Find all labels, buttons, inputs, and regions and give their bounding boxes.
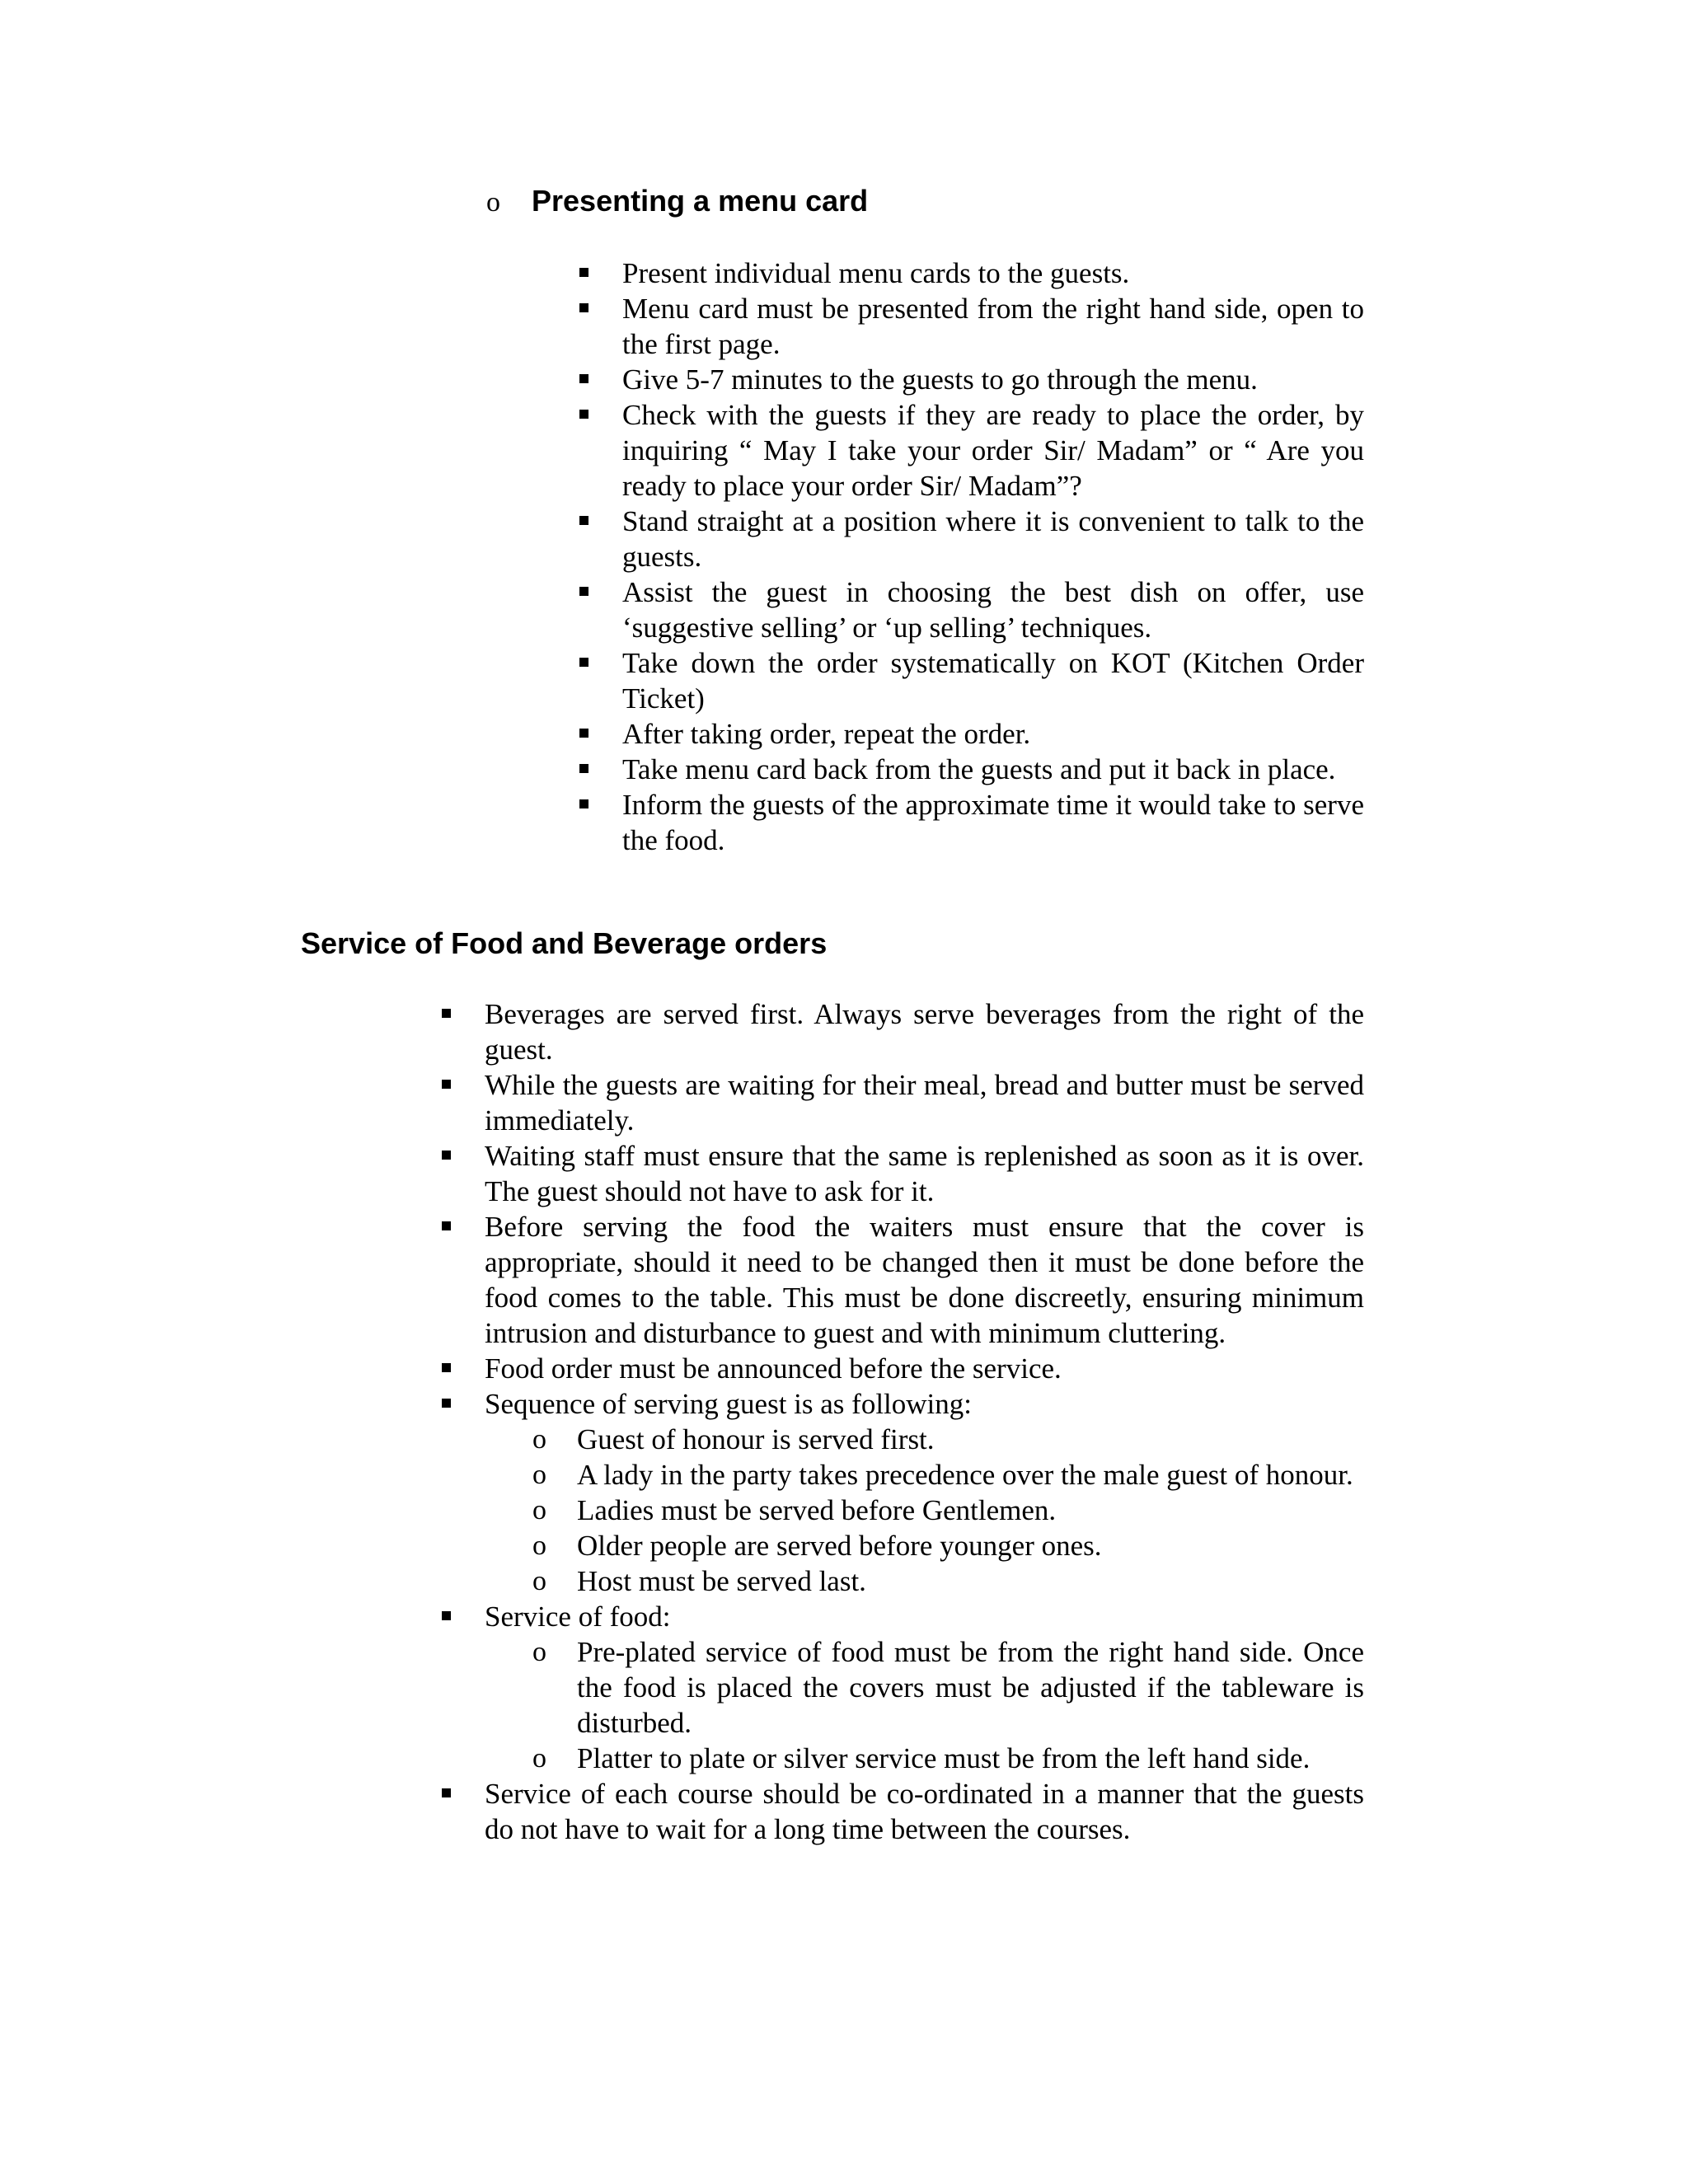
- square-bullet-icon: [579, 303, 588, 312]
- list-item-text: Service of each course should be co-ordinated in a manner that the guests do not have to wait for a long time between the courses.: [485, 1778, 1364, 1845]
- sub-list-item: [485, 1493, 1364, 1528]
- square-bullet-icon: [579, 764, 588, 773]
- section-heading-presenting-menu-card: Presenting a menu card: [532, 184, 869, 218]
- list-item: [622, 645, 1364, 716]
- sub-list-item: [485, 1634, 1364, 1741]
- list-item-text: Take menu card back from the guests and put it back in place.: [622, 753, 1336, 785]
- square-bullet-icon: [579, 799, 588, 808]
- circle-bullet-icon: o: [532, 1495, 546, 1526]
- square-bullet-icon: [579, 410, 588, 419]
- list-item: [485, 1386, 1364, 1599]
- square-bullet-icon: [442, 1009, 451, 1018]
- sub-list-item: [485, 1457, 1364, 1493]
- sub-list: [485, 1422, 1364, 1599]
- list-item: [622, 716, 1364, 752]
- list-item: [622, 255, 1364, 291]
- sub-list-item: [485, 1741, 1364, 1776]
- list-item: [485, 1209, 1364, 1351]
- list-item: [485, 996, 1364, 1067]
- square-bullet-icon: [579, 658, 588, 667]
- list-item: [622, 397, 1364, 504]
- sub-list-item-text: Platter to plate or silver service must be from the left hand side.: [577, 1742, 1311, 1774]
- sub-list-item-text: Ladies must be served before Gentlemen.: [577, 1494, 1057, 1526]
- square-bullet-icon: [579, 516, 588, 525]
- sub-list-item-text: Guest of honour is served first.: [577, 1423, 935, 1455]
- circle-bullet-icon: o: [532, 1460, 546, 1490]
- service-rules-list: [485, 996, 1364, 1847]
- square-bullet-icon: [442, 1611, 451, 1620]
- square-bullet-icon: [442, 1080, 451, 1089]
- list-item-text: Present individual menu cards to the guests.: [622, 257, 1130, 289]
- sub-list-item-text: Host must be served last.: [577, 1565, 866, 1597]
- subheading-circle-marker: o: [486, 187, 500, 218]
- list-item: [485, 1138, 1364, 1209]
- circle-bullet-icon: o: [532, 1566, 546, 1596]
- list-item-text: Food order must be announced before the service.: [485, 1352, 1062, 1385]
- list-item-text: Inform the guests of the approximate time it would take to serve the food.: [622, 789, 1364, 856]
- list-item-text: Check with the guests if they are ready to place the order, by inquiring “ May I take your order Sir/ Madam” or “ Are you ready to place your order Sir/ Madam”?: [622, 399, 1364, 502]
- list-item-text: Stand straight at a position where it is convenient to talk to the guests.: [622, 505, 1364, 573]
- list-item-text: While the guests are waiting for their meal, bread and butter must be served immediately.: [485, 1069, 1364, 1137]
- sub-list-item: [485, 1563, 1364, 1599]
- list-item: [622, 291, 1364, 362]
- list-item: [622, 362, 1364, 397]
- circle-bullet-icon: o: [532, 1743, 546, 1774]
- list-item: [485, 1599, 1364, 1776]
- menu-card-steps-list: [622, 255, 1364, 858]
- list-item-text: Take down the order systematically on KOT (Kitchen Order Ticket): [622, 647, 1364, 715]
- square-bullet-icon: [579, 268, 588, 277]
- list-item-text: Assist the guest in choosing the best dish on offer, use ‘suggestive selling’ or ‘up selling’ techniques.: [622, 576, 1364, 644]
- sub-list: [485, 1634, 1364, 1776]
- circle-bullet-icon: o: [532, 1424, 546, 1455]
- square-bullet-icon: [442, 1788, 451, 1797]
- list-item-text: Waiting staff must ensure that the same is replenished as soon as it is over. The guest should not have to ask for it.: [485, 1140, 1364, 1207]
- list-item-text: Give 5-7 minutes to the guests to go through the menu.: [622, 363, 1258, 396]
- list-item: [622, 504, 1364, 574]
- circle-bullet-icon: o: [532, 1637, 546, 1667]
- list-item: [622, 787, 1364, 858]
- list-item: [485, 1776, 1364, 1847]
- square-bullet-icon: [442, 1399, 451, 1408]
- list-item: [622, 574, 1364, 645]
- list-item: [622, 752, 1364, 787]
- square-bullet-icon: [442, 1363, 451, 1372]
- sub-list-item-text: Older people are served before younger ones.: [577, 1530, 1102, 1562]
- square-bullet-icon: [442, 1221, 451, 1230]
- circle-bullet-icon: o: [532, 1530, 546, 1561]
- sub-list-item-text: A lady in the party takes precedence over the male guest of honour.: [577, 1459, 1353, 1491]
- square-bullet-icon: [579, 374, 588, 383]
- square-bullet-icon: [579, 587, 588, 596]
- sub-list-item: [485, 1422, 1364, 1457]
- list-item-text: Service of food:: [485, 1601, 671, 1633]
- list-item: [485, 1067, 1364, 1138]
- list-item-text: Sequence of serving guest is as following:: [485, 1388, 973, 1420]
- list-item-text: Menu card must be presented from the right hand side, open to the first page.: [622, 293, 1364, 360]
- list-item-text: After taking order, repeat the order.: [622, 718, 1031, 750]
- list-item-text: Beverages are served first. Always serve beverages from the right of the guest.: [485, 998, 1364, 1066]
- section-heading-service-orders: Service of Food and Beverage orders: [301, 926, 828, 960]
- list-item: [485, 1351, 1364, 1386]
- sub-list-item: [485, 1528, 1364, 1563]
- square-bullet-icon: [442, 1151, 451, 1160]
- square-bullet-icon: [579, 729, 588, 738]
- list-item-text: Before serving the food the waiters must ensure that the cover is appropriate, should it need to be changed then it must be done before the food comes to the table. This must be done discreetly, ensuring minimum intrusion and disturbance to guest and with minimum cluttering.: [485, 1211, 1364, 1349]
- sub-list-item-text: Pre-plated service of food must be from the right hand side. Once the food is placed the covers must be adjusted if the tableware is disturbed.: [577, 1636, 1364, 1739]
